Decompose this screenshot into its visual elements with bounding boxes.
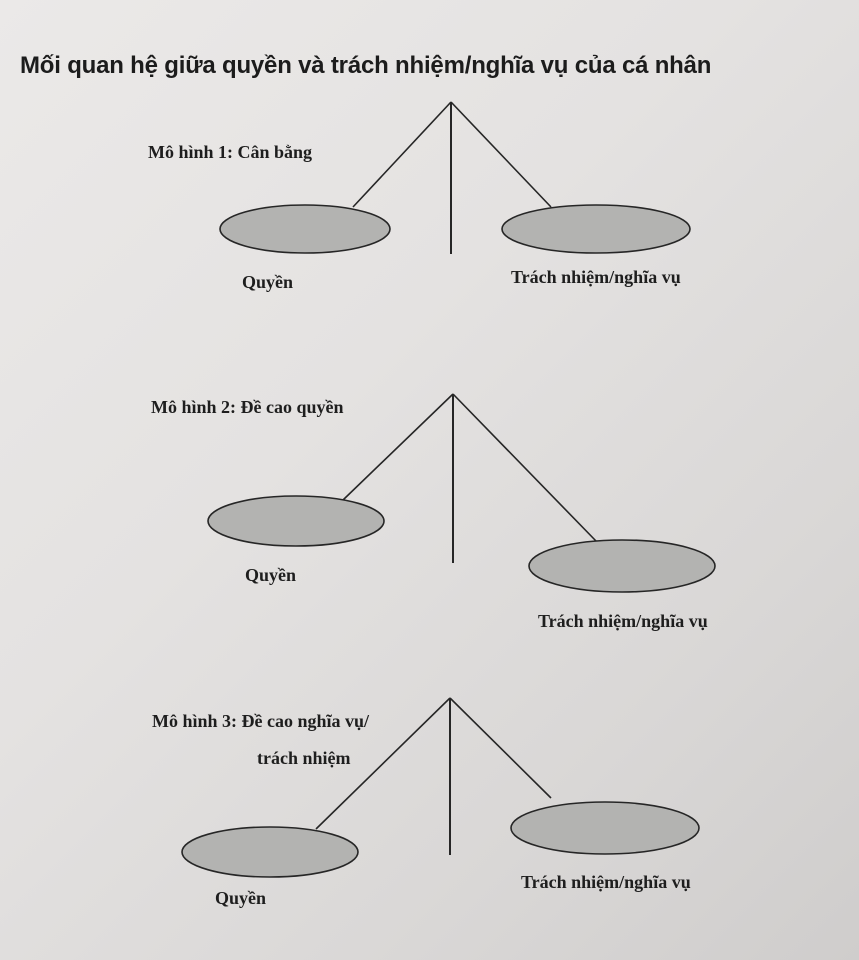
model-3-right-label: Trách nhiệm/nghĩa vụ: [521, 872, 691, 892]
scale-1-left-pan: [220, 205, 390, 253]
scale-1-left-arm: [353, 102, 451, 207]
scale-3-right-pan: [511, 802, 699, 854]
scale-2-left-arm: [343, 394, 453, 500]
model-1-caption: Mô hình 1: Cân bằng: [148, 142, 313, 162]
scale-2-right-pan: [529, 540, 715, 592]
model-3-left-label: Quyền: [215, 888, 267, 908]
scale-model-1: [220, 102, 690, 254]
scale-1-right-pan: [502, 205, 690, 253]
model-2-right-label: Trách nhiệm/nghĩa vụ: [538, 611, 708, 631]
model-2-left-label: Quyền: [245, 565, 297, 585]
scale-3-left-pan: [182, 827, 358, 877]
model-1-left-label: Quyền: [242, 272, 294, 292]
page-title: Mối quan hệ giữa quyền và trách nhiệm/nghĩa vụ của cá nhân: [20, 52, 712, 79]
model-3-caption-line2: trách nhiệm: [257, 748, 351, 768]
scale-model-2: [208, 394, 715, 592]
scale-3-right-arm: [450, 698, 551, 798]
model-3-caption: Mô hình 3: Đề cao nghĩa vụ/: [152, 711, 370, 731]
scale-1-right-arm: [451, 102, 551, 207]
model-1-right-label: Trách nhiệm/nghĩa vụ: [511, 267, 681, 287]
model-2-caption: Mô hình 2: Đề cao quyền: [151, 397, 344, 417]
scale-2-left-pan: [208, 496, 384, 546]
scale-2-right-arm: [453, 394, 596, 541]
